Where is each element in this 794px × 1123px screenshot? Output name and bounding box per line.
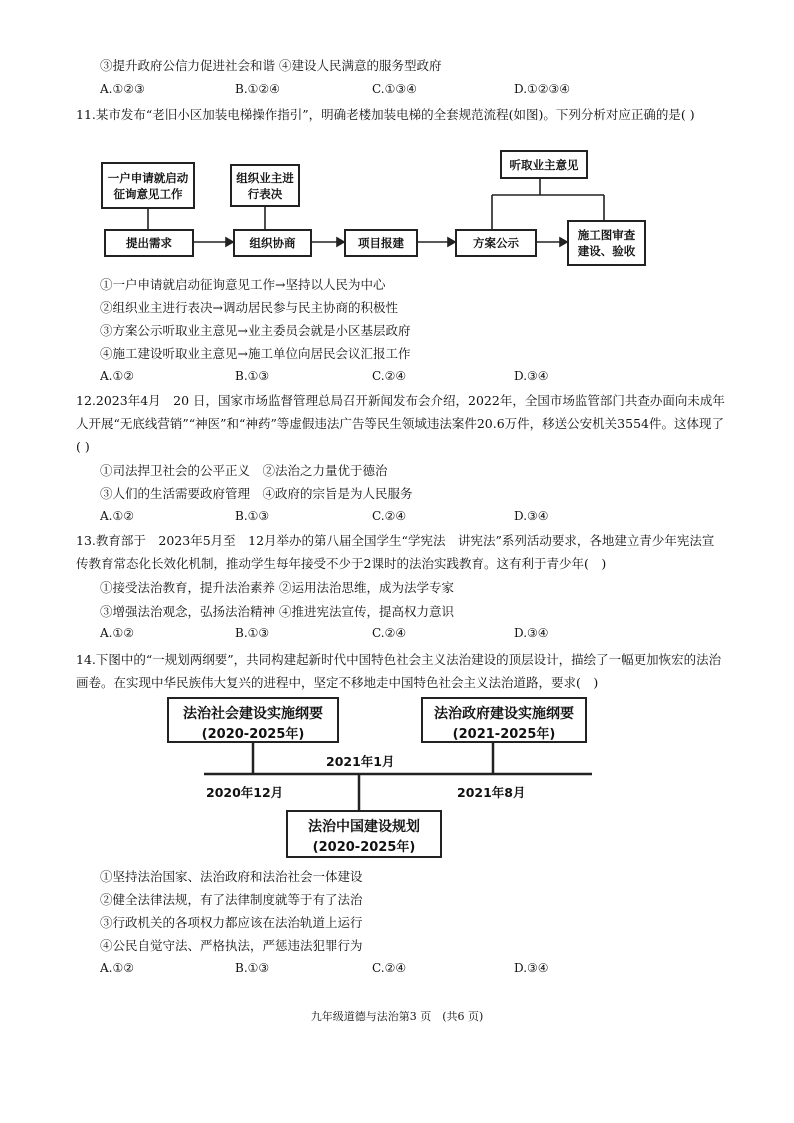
- q11-option-d: D.③④: [514, 369, 549, 383]
- q11-item-3: ③方案公示听取业主意见→业主委员会就是小区基层政府: [100, 323, 411, 338]
- flow-step-construction-review: 施工图审查建设、验收: [567, 220, 646, 266]
- q11-option-c: C.②④: [372, 369, 407, 383]
- q12-items-row1: ①司法捍卫社会的公平正义 ②法治之力量优于德治: [100, 463, 388, 478]
- q12-option-c: C.②④: [372, 509, 407, 523]
- q14-item-4: ④公民自觉守法、严格执法，严惩违法犯罪行为: [100, 938, 363, 953]
- q11-item-1: ①一户申请就启动征询意见工作→坚持以人民为中心: [100, 277, 386, 292]
- timeline-box-society: [167, 697, 339, 743]
- q12-stem: 12.2023年4月 20 日，国家市场监督管理总局召开新闻发布会介绍，2022年，全国市场监管部门共查办面向未成年人开展“无底线营销”“神医”和“神药”等虚假违法广告等民生领域违法案件20.6万件，移送公安机关3554件。这体现了( ): [76, 393, 725, 454]
- q10-option-b: B.①②④: [235, 82, 280, 96]
- q13-option-c: C.②④: [372, 626, 407, 640]
- q13-stem: 13.教育部于 2023年5月至 12月举办的第八届全国学生“学宪法 讲宪法”系列活动要求，各地建立青少年宪法宣传教育常态化长效化机制，推动学生每年接受不少于2课时的法治实践教育。这有利于青少年( ): [76, 533, 715, 571]
- q11-stem: 11.某市发布“老旧小区加装电梯操作指引”，明确老楼加装电梯的全套规范流程(如图)。下列分析对应正确的是( ): [76, 107, 695, 122]
- q13-option-d: D.③④: [514, 626, 549, 640]
- flow-step-plan-publicity: 方案公示: [455, 229, 537, 257]
- q11-item-4: ④施工建设听取业主意见→施工单位向居民会议汇报工作: [100, 346, 411, 361]
- timeline-date-dec-2020: 2020年12月: [206, 785, 284, 800]
- timeline-box-government-years: (2021-2025年): [452, 727, 556, 742]
- q10-item-line: ③提升政府公信力促进社会和谐 ④建设人民满意的服务型政府: [100, 58, 442, 73]
- timeline-box-society-years: (2020-2025年): [201, 727, 305, 742]
- q10-option-a: A.①②③: [100, 82, 145, 96]
- timeline-box-government-title: 法治政府建设实施纲要: [434, 706, 574, 722]
- q10-option-c: C.①③④: [372, 82, 417, 96]
- q13-items-row1: ①接受法治教育，提升法治素养 ②运用法治思维，成为法学专家: [100, 580, 454, 595]
- q14-option-c: C.②④: [372, 961, 407, 975]
- flow-step-propose: 提出需求: [104, 229, 194, 257]
- timeline-date-jan-2021: 2021年1月: [326, 754, 395, 769]
- timeline-box-rule-of-law-china: [286, 810, 442, 858]
- timeline-box-government: [421, 697, 587, 743]
- flow-box-one-household: 一户申请就启动征询意见工作: [101, 162, 195, 209]
- q12-items-row2: ③人们的生活需要政府管理 ④政府的宗旨是为人民服务: [100, 486, 413, 501]
- q11-option-a: A.①②: [100, 369, 134, 383]
- q11-item-2: ②组织业主进行表决→调动居民参与民主协商的积极性: [100, 300, 398, 315]
- q14-option-d: D.③④: [514, 961, 549, 975]
- timeline-box-society-title: 法治社会建设实施纲要: [183, 706, 323, 722]
- q14-item-2: ②健全法律法规，有了法律制度就等于有了法治: [100, 892, 363, 907]
- q14-item-3: ③行政机关的各项权力都应该在法治轨道上运行: [100, 915, 363, 930]
- q14-option-a: A.①②: [100, 961, 134, 975]
- timeline-box-rule-of-law-china-years: (2020-2025年): [312, 840, 416, 855]
- q14-item-1: ①坚持法治国家、法治政府和法治社会一体建设: [100, 869, 363, 884]
- page-footer: 九年级道德与法治第3 页 (共6 页): [310, 1010, 484, 1023]
- q10-option-d: D.①②③④: [514, 82, 571, 96]
- q13-option-a: A.①②: [100, 626, 134, 640]
- q12-option-b: B.①③: [235, 509, 270, 523]
- timeline-date-aug-2021: 2021年8月: [457, 785, 526, 800]
- flow-box-owner-vote: 组织业主进行表决: [230, 164, 300, 207]
- q12-option-d: D.③④: [514, 509, 549, 523]
- q13-option-b: B.①③: [235, 626, 270, 640]
- q12-option-a: A.①②: [100, 509, 134, 523]
- q13-items-row2: ③增强法治观念，弘扬法治精神 ④推进宪法宣传，提高权力意识: [100, 604, 454, 619]
- flow-box-listen-opinions: 听取业主意见: [500, 150, 588, 179]
- flow-step-project-report: 项目报建: [344, 229, 418, 257]
- q14-option-b: B.①③: [235, 961, 270, 975]
- flow-step-negotiate: 组织协商: [233, 229, 312, 257]
- timeline-box-rule-of-law-china-title: 法治中国建设规划: [308, 819, 420, 835]
- q14-stem: 14.下图中的“一规划两纲要”，共同构建起新时代中国特色社会主义法治建设的顶层设计，描绘了一幅更加恢宏的法治画卷。在实现中华民族伟大复兴的进程中，坚定不移地走中国特色社会主义法治道路，要求( ): [76, 652, 722, 690]
- q11-option-b: B.①③: [235, 369, 270, 383]
